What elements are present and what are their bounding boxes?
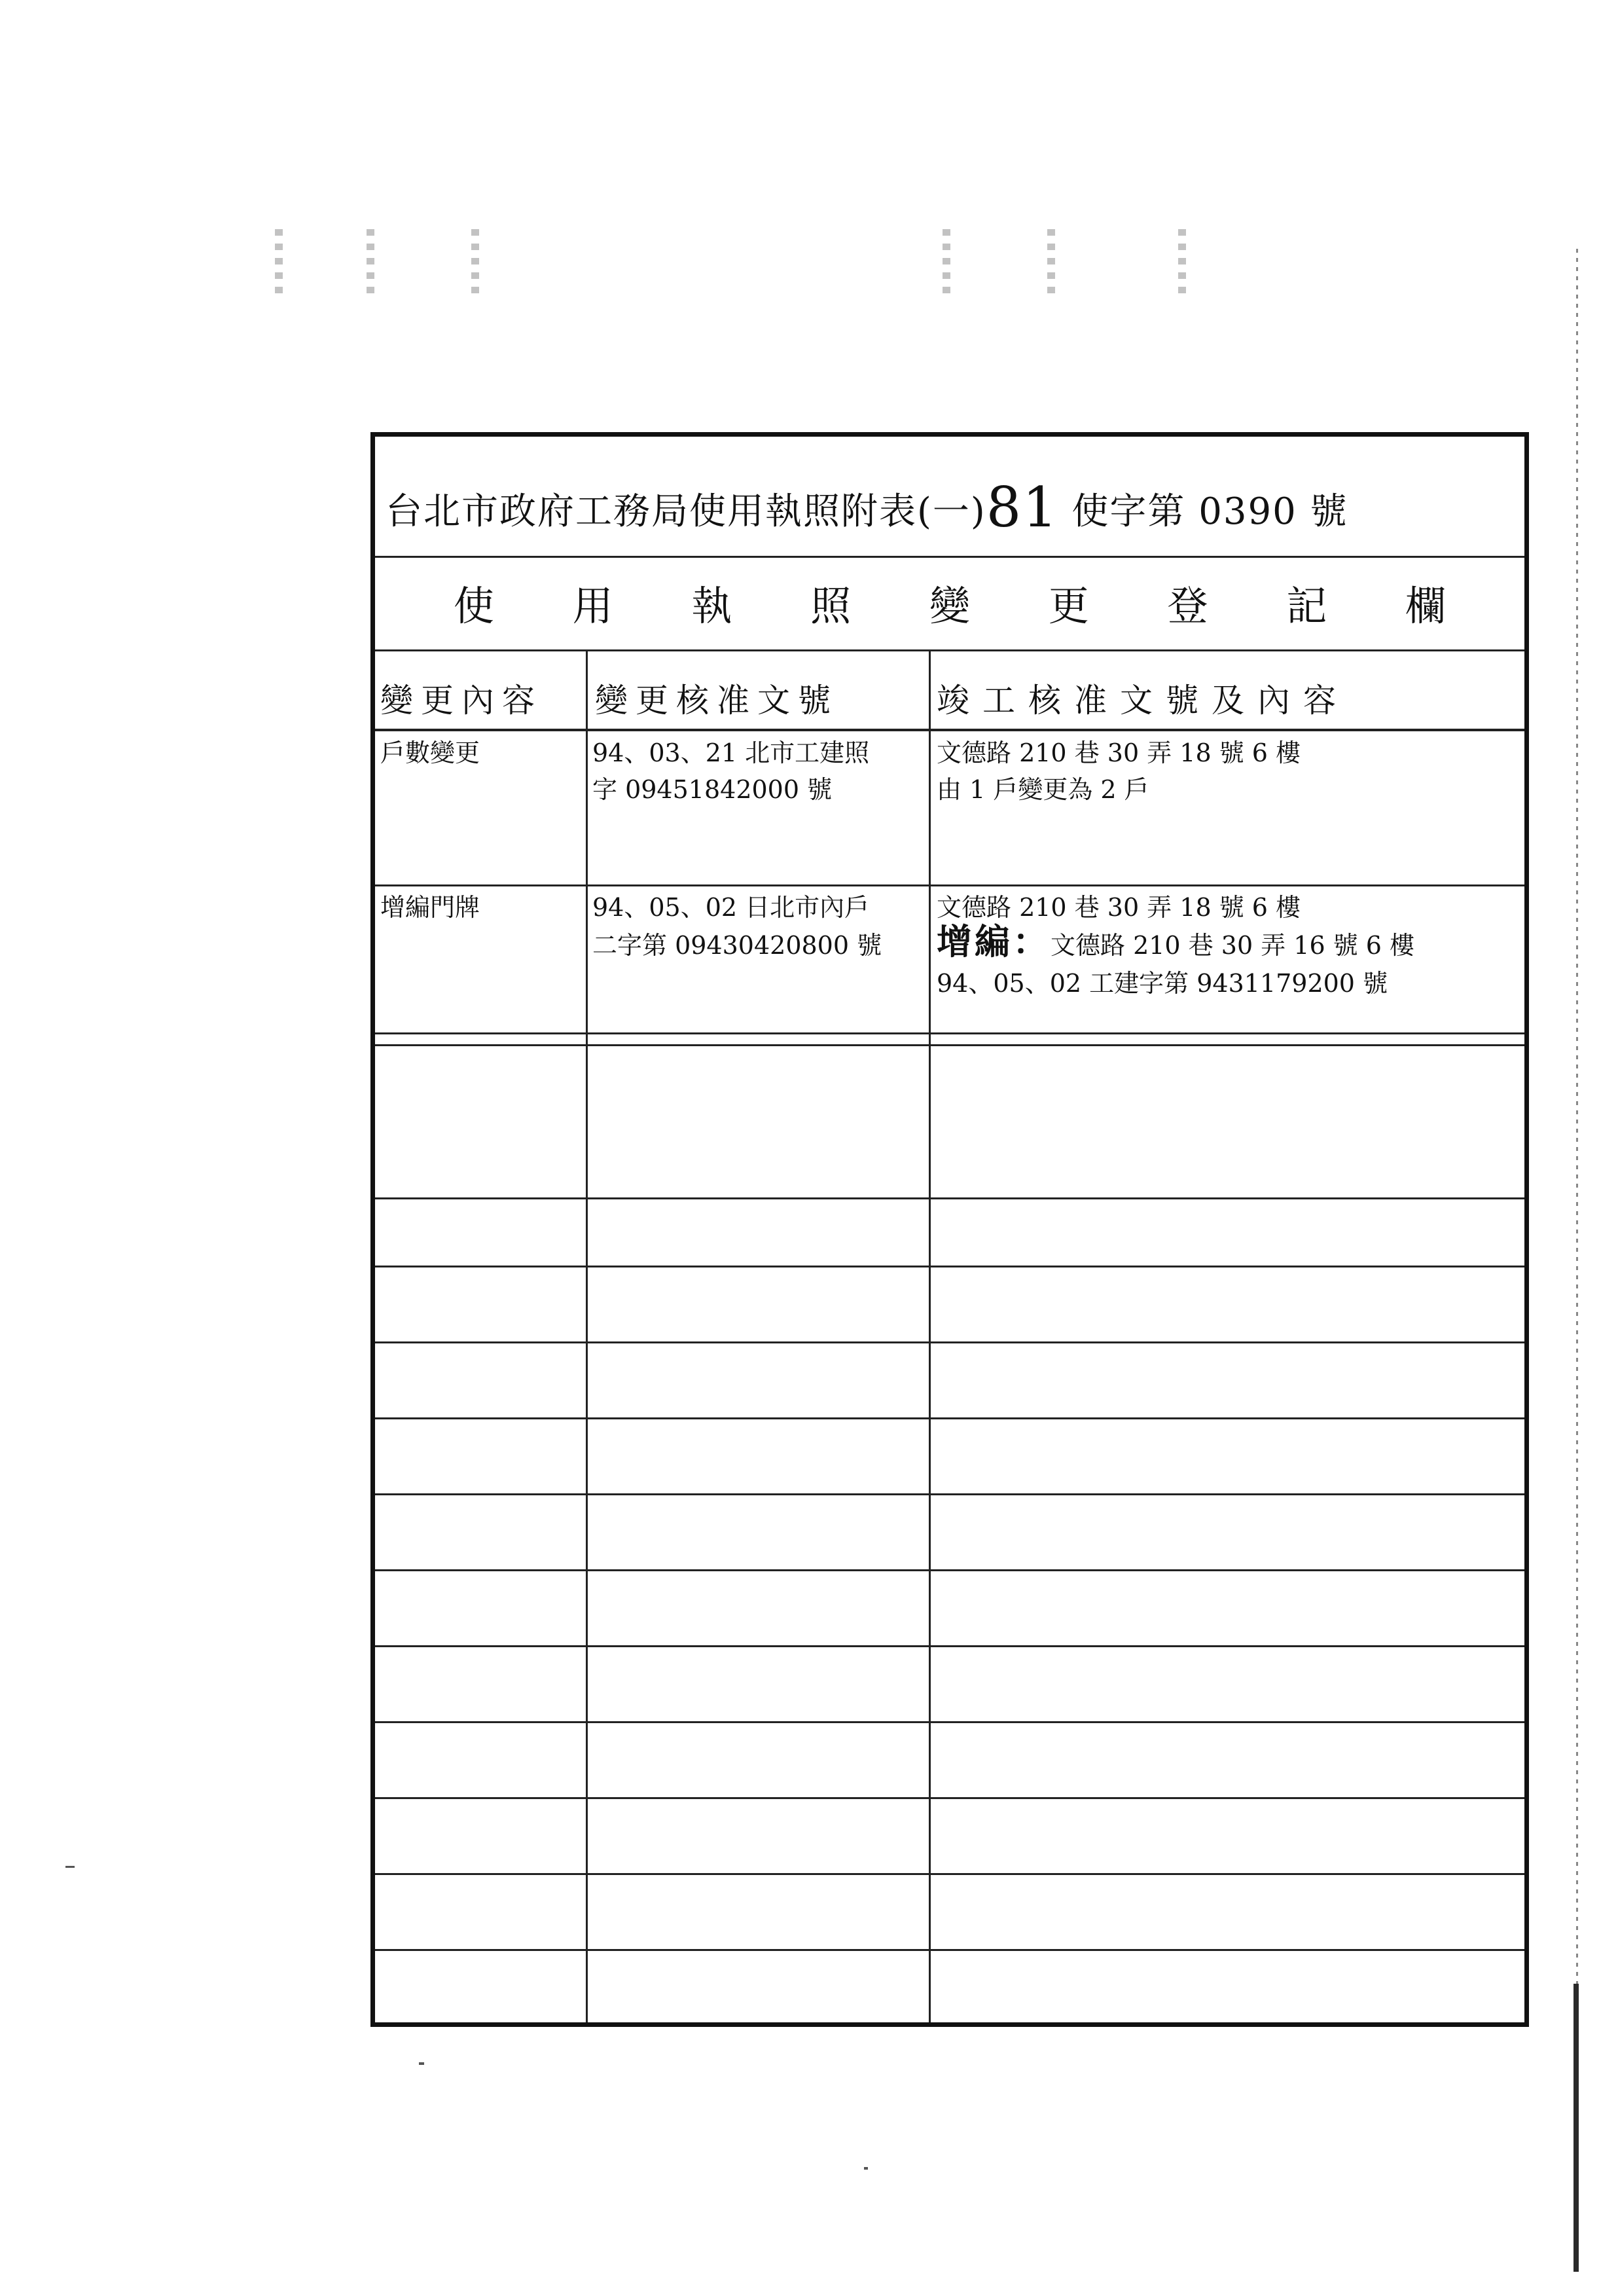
scan-edge-shadow xyxy=(1573,1984,1579,2272)
row2-completion-line3: 94、05、02 工建字第 9431179200 號 xyxy=(937,969,1388,998)
scan-edge-artifact xyxy=(1576,249,1578,1984)
section-title-char: 記 xyxy=(1286,582,1327,630)
divider xyxy=(375,649,1524,651)
row2-completion-line1: 文德路 210 巷 30 弄 18 號 6 樓 xyxy=(937,893,1301,922)
row1-change: 戶數變更 xyxy=(380,738,480,767)
row-divider xyxy=(375,1266,1524,1267)
header-change-approval-no: 變更核准文號 xyxy=(595,682,838,720)
row-divider xyxy=(375,884,1524,886)
row-divider xyxy=(375,1797,1524,1799)
header-completion-approval: 竣工核准文號及內容 xyxy=(937,682,1349,720)
row-divider xyxy=(375,1341,1524,1343)
bleed-through-mark xyxy=(367,229,374,301)
section-title-char: 更 xyxy=(1048,582,1089,630)
row-divider xyxy=(375,1044,1524,1046)
row2-approval-line2: 二字第 09430420800 號 xyxy=(592,931,882,960)
row1-approval-line1: 94、03、21 北市工建照 xyxy=(592,738,870,767)
header-divider xyxy=(375,729,1524,731)
section-title-char: 欄 xyxy=(1405,582,1447,630)
bleed-through-mark xyxy=(1178,229,1186,301)
row2-completion-line2 xyxy=(937,920,1415,963)
usage-license-change-form xyxy=(370,432,1529,2027)
title-main: 台北市政府工務局使用執照附表(一) xyxy=(386,490,986,533)
row-divider xyxy=(375,1721,1524,1723)
row2-completion-bold-lead: 增編： xyxy=(937,920,1051,962)
bleed-through-mark xyxy=(275,229,283,301)
row1-approval-line2: 字 09451842000 號 xyxy=(592,775,833,804)
section-title-char: 執 xyxy=(691,582,732,630)
column-divider xyxy=(586,649,588,2022)
row-divider xyxy=(375,1493,1524,1495)
row2-completion-line2-rest: 文德路 210 巷 30 弄 16 號 6 樓 xyxy=(1051,931,1415,960)
row-divider xyxy=(375,1645,1524,1647)
row-divider xyxy=(375,1949,1524,1951)
title-suffix: 使字第 0390 號 xyxy=(1058,490,1348,533)
scan-speck xyxy=(864,2167,868,2170)
row2-change: 增編門牌 xyxy=(380,893,480,922)
row-divider xyxy=(375,1197,1524,1199)
row2-approval-line1: 94、05、02 日北市內戶 xyxy=(592,893,870,922)
section-title-char: 變 xyxy=(929,582,970,630)
scan-speck xyxy=(419,2062,424,2065)
section-title-char: 用 xyxy=(572,582,613,630)
row1-completion-line1: 文德路 210 巷 30 弄 18 號 6 樓 xyxy=(937,738,1301,767)
row-divider xyxy=(375,1032,1524,1034)
row-divider xyxy=(375,1417,1524,1419)
scan-speck xyxy=(65,1866,75,1868)
title-row xyxy=(375,437,1524,556)
form-title xyxy=(386,475,1348,539)
row1-completion-line2: 由 1 戶變更為 2 戶 xyxy=(937,775,1149,804)
column-divider xyxy=(929,649,931,2022)
bleed-through-mark xyxy=(943,229,950,301)
section-title xyxy=(375,556,1524,649)
section-title-char: 照 xyxy=(810,582,852,630)
row-divider xyxy=(375,1873,1524,1875)
section-title-char: 使 xyxy=(453,582,494,630)
title-number: 81 xyxy=(986,475,1059,539)
section-title-char: 登 xyxy=(1167,582,1208,630)
bleed-through-mark xyxy=(471,229,479,301)
row-divider xyxy=(375,1569,1524,1571)
header-change-content: 變更內容 xyxy=(380,682,543,720)
bleed-through-mark xyxy=(1047,229,1055,301)
